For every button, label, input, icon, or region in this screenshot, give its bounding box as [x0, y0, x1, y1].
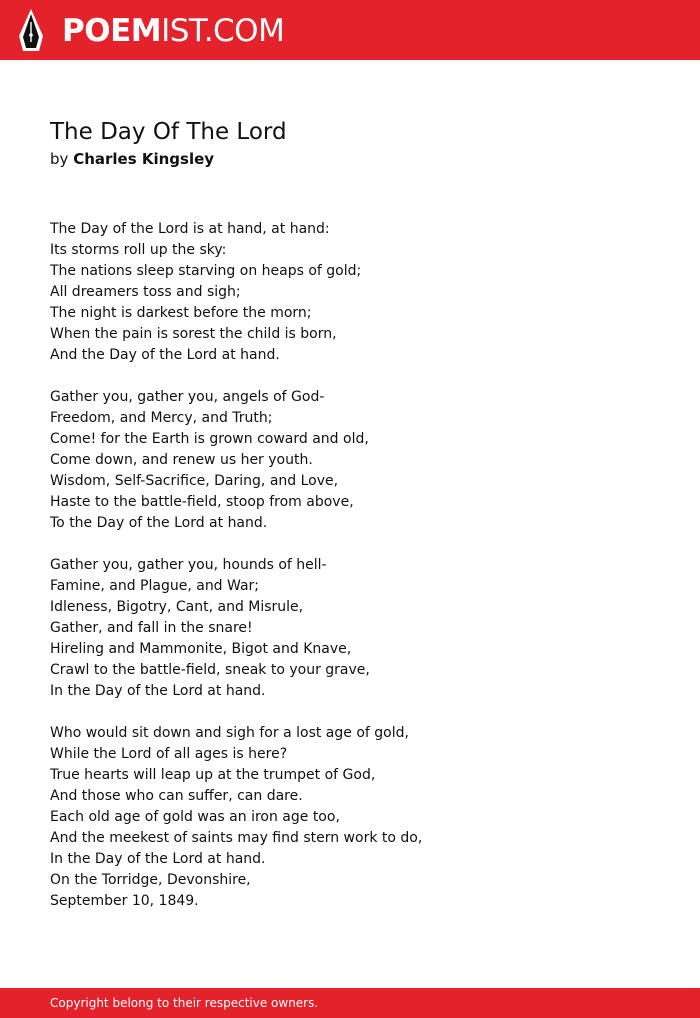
poem-line: Gather you, gather you, angels of God-	[50, 389, 325, 405]
byline	[50, 148, 214, 170]
poem-stanza	[50, 387, 670, 534]
poem-line: Gather you, gather you, hounds of hell-	[50, 557, 327, 573]
poem-stanza	[50, 219, 670, 366]
site-header	[0, 0, 700, 60]
poem-body	[50, 219, 670, 933]
poem-line: On the Torridge, Devonshire,	[50, 872, 251, 888]
poem-line: Freedom, and Mercy, and Truth;	[50, 410, 273, 426]
poem-line: True hearts will leap up at the trumpet of God,	[50, 767, 376, 783]
poem-line: Its storms roll up the sky:	[50, 242, 227, 258]
copyright-text: Copyright belong to their respective owners.	[50, 996, 319, 1010]
brand-light: IST.COM	[161, 13, 285, 49]
poem-line: The night is darkest before the morn;	[50, 305, 312, 321]
poem-line: The nations sleep starving on heaps of gold;	[50, 263, 362, 279]
poem-line: The Day of the Lord is at hand, at hand:	[50, 221, 330, 237]
brand-bold: POEM	[62, 13, 162, 49]
poem-line: In the Day of the Lord at hand.	[50, 851, 266, 867]
poem-line: September 10, 1849.	[50, 893, 199, 909]
poem-line: In the Day of the Lord at hand.	[50, 683, 266, 699]
poem-title: The Day Of The Lord	[50, 119, 287, 145]
poem-line: Idleness, Bigotry, Cant, and Misrule,	[50, 599, 304, 615]
poem-line: And the Day of the Lord at hand.	[50, 347, 280, 363]
poem-stanza	[50, 723, 670, 912]
poem-line: To the Day of the Lord at hand.	[50, 515, 268, 531]
poem-line: Wisdom, Self-Sacrifice, Daring, and Love,	[50, 473, 339, 489]
poem-line: Each old age of gold was an iron age too,	[50, 809, 340, 825]
poem-line: Crawl to the battle-field, sneak to your grave,	[50, 662, 370, 678]
poem-line: Famine, and Plague, and War;	[50, 578, 260, 594]
site-footer	[0, 988, 700, 1018]
poem-line: All dreamers toss and sigh;	[50, 284, 241, 300]
poem-line: When the pain is sorest the child is born,	[50, 326, 337, 342]
poem-line: And the meekest of saints may find stern work to do,	[50, 830, 423, 846]
author-name: Charles Kingsley	[73, 150, 215, 168]
byline-prefix: by	[50, 150, 69, 168]
poem-line: Come down, and renew us her youth.	[50, 452, 313, 468]
poem-line: Gather, and fall in the snare!	[50, 620, 253, 636]
poem-line: Who would sit down and sigh for a lost age of gold,	[50, 725, 409, 741]
poem-line: While the Lord of all ages is here?	[50, 746, 288, 762]
quill-pen-icon[interactable]	[18, 8, 44, 52]
poem-line: Haste to the battle-field, stoop from above,	[50, 494, 354, 510]
poem-line: Hireling and Mammonite, Bigot and Knave,	[50, 641, 352, 657]
poem-line: And those who can suffer, can dare.	[50, 788, 303, 804]
site-logo-text[interactable]	[62, 11, 284, 51]
poem-stanza	[50, 555, 670, 702]
poem-line: Come! for the Earth is grown coward and old,	[50, 431, 369, 447]
